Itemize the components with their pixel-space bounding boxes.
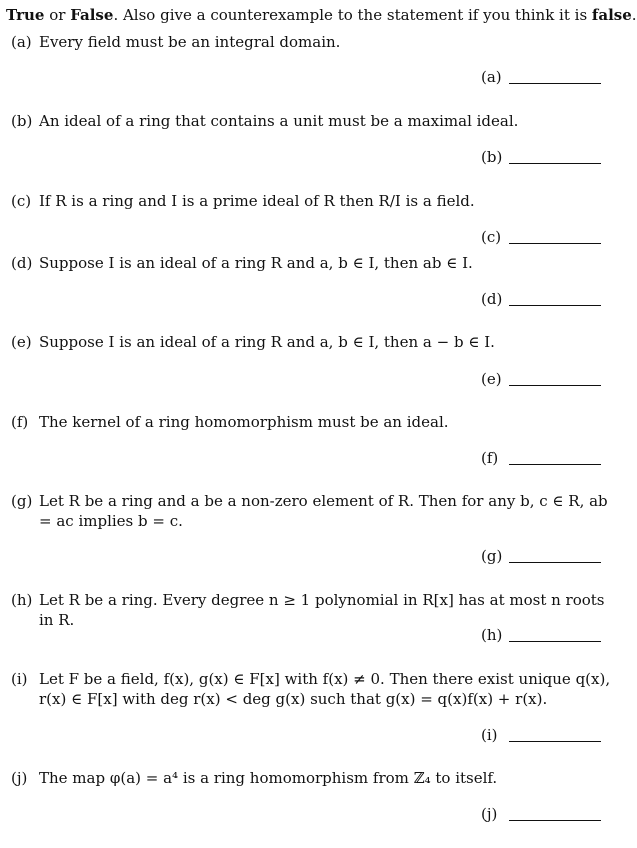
question-g (11, 491, 611, 531)
answer-label: (j) (481, 805, 498, 823)
answer-line (509, 305, 601, 306)
question-label: (g) (11, 492, 33, 510)
answer-blank-i[interactable] (481, 726, 601, 746)
answer-line (509, 243, 601, 244)
answer-blank-e[interactable] (481, 370, 601, 390)
or-word: or (44, 6, 71, 24)
answer-label: (a) (481, 68, 502, 86)
question-text: Let R be a ring. Every degree n ≥ 1 polynomial in R[x] has at most n roots in R. (39, 591, 605, 629)
answer-blank-a[interactable] (481, 68, 601, 88)
answer-label: (g) (481, 547, 503, 565)
answer-blank-b[interactable] (481, 148, 601, 168)
question-label: (f) (11, 413, 29, 431)
question-h (11, 590, 611, 630)
answer-line (509, 820, 601, 821)
answer-label: (i) (481, 726, 498, 744)
answer-blank-f[interactable] (481, 449, 601, 469)
false-word-2: false (591, 6, 632, 24)
answer-line (509, 83, 601, 84)
question-text: An ideal of a ring that contains a unit must be a maximal ideal. (39, 112, 519, 130)
question-text: The kernel of a ring homomorphism must be an ideal. (39, 413, 449, 431)
answer-label: (c) (481, 228, 502, 246)
answer-blank-c[interactable] (481, 228, 601, 248)
question-i (11, 669, 611, 709)
answer-line (509, 562, 601, 563)
answer-line (509, 641, 601, 642)
question-f (11, 412, 611, 432)
answer-blank-h[interactable] (481, 626, 601, 646)
answer-label: (f) (481, 449, 499, 467)
answer-blank-g[interactable] (481, 547, 601, 567)
question-text: Suppose I is an ideal of a ring R and a, b ∈ I, then ab ∈ I. (39, 254, 473, 272)
question-text: If R is a ring and I is a prime ideal of R then R/I is a field. (39, 192, 475, 210)
question-d (11, 253, 611, 273)
question-label: (c) (11, 192, 32, 210)
answer-label: (h) (481, 626, 503, 644)
question-text: The map φ(a) = a⁴ is a ring homomorphism from ℤ₄ to itself. (39, 769, 498, 787)
question-text: Every field must be an integral domain. (39, 33, 341, 51)
instruction-period: . (631, 6, 637, 24)
answer-blank-d[interactable] (481, 290, 601, 310)
instructions-heading (6, 6, 637, 24)
answer-label: (e) (481, 370, 502, 388)
answer-label: (d) (481, 290, 503, 308)
question-text: Let F be a field, f(x), g(x) ∈ F[x] with f(x) ≠ 0. Then there exist unique q(x), r(x) ∈ F[x] with deg r(x) < deg g(x) such that g(x) = q(x)f(x) + r(x). (39, 670, 611, 708)
question-e (11, 332, 611, 352)
instruction-text: . Also give a counterexample to the statement if you think it is (113, 6, 592, 24)
question-text: Let R be a ring and a be a non-zero element of R. Then for any b, c ∈ R, ab = ac implies b = c. (39, 492, 608, 530)
question-label: (e) (11, 333, 32, 351)
true-word: True (6, 6, 45, 24)
question-j (11, 768, 611, 788)
question-c (11, 191, 611, 211)
answer-line (509, 385, 601, 386)
question-b (11, 111, 611, 131)
false-word: False (70, 6, 114, 24)
answer-line (509, 741, 601, 742)
answer-line (509, 464, 601, 465)
question-label: (a) (11, 33, 32, 51)
question-label: (h) (11, 591, 33, 609)
question-a (11, 32, 611, 52)
question-text: Suppose I is an ideal of a ring R and a, b ∈ I, then a − b ∈ I. (39, 333, 495, 351)
answer-line (509, 163, 601, 164)
answer-blank-j[interactable] (481, 805, 601, 825)
question-label: (b) (11, 112, 33, 130)
question-label: (d) (11, 254, 33, 272)
question-label: (j) (11, 769, 28, 787)
answer-label: (b) (481, 148, 503, 166)
question-label: (i) (11, 670, 28, 688)
